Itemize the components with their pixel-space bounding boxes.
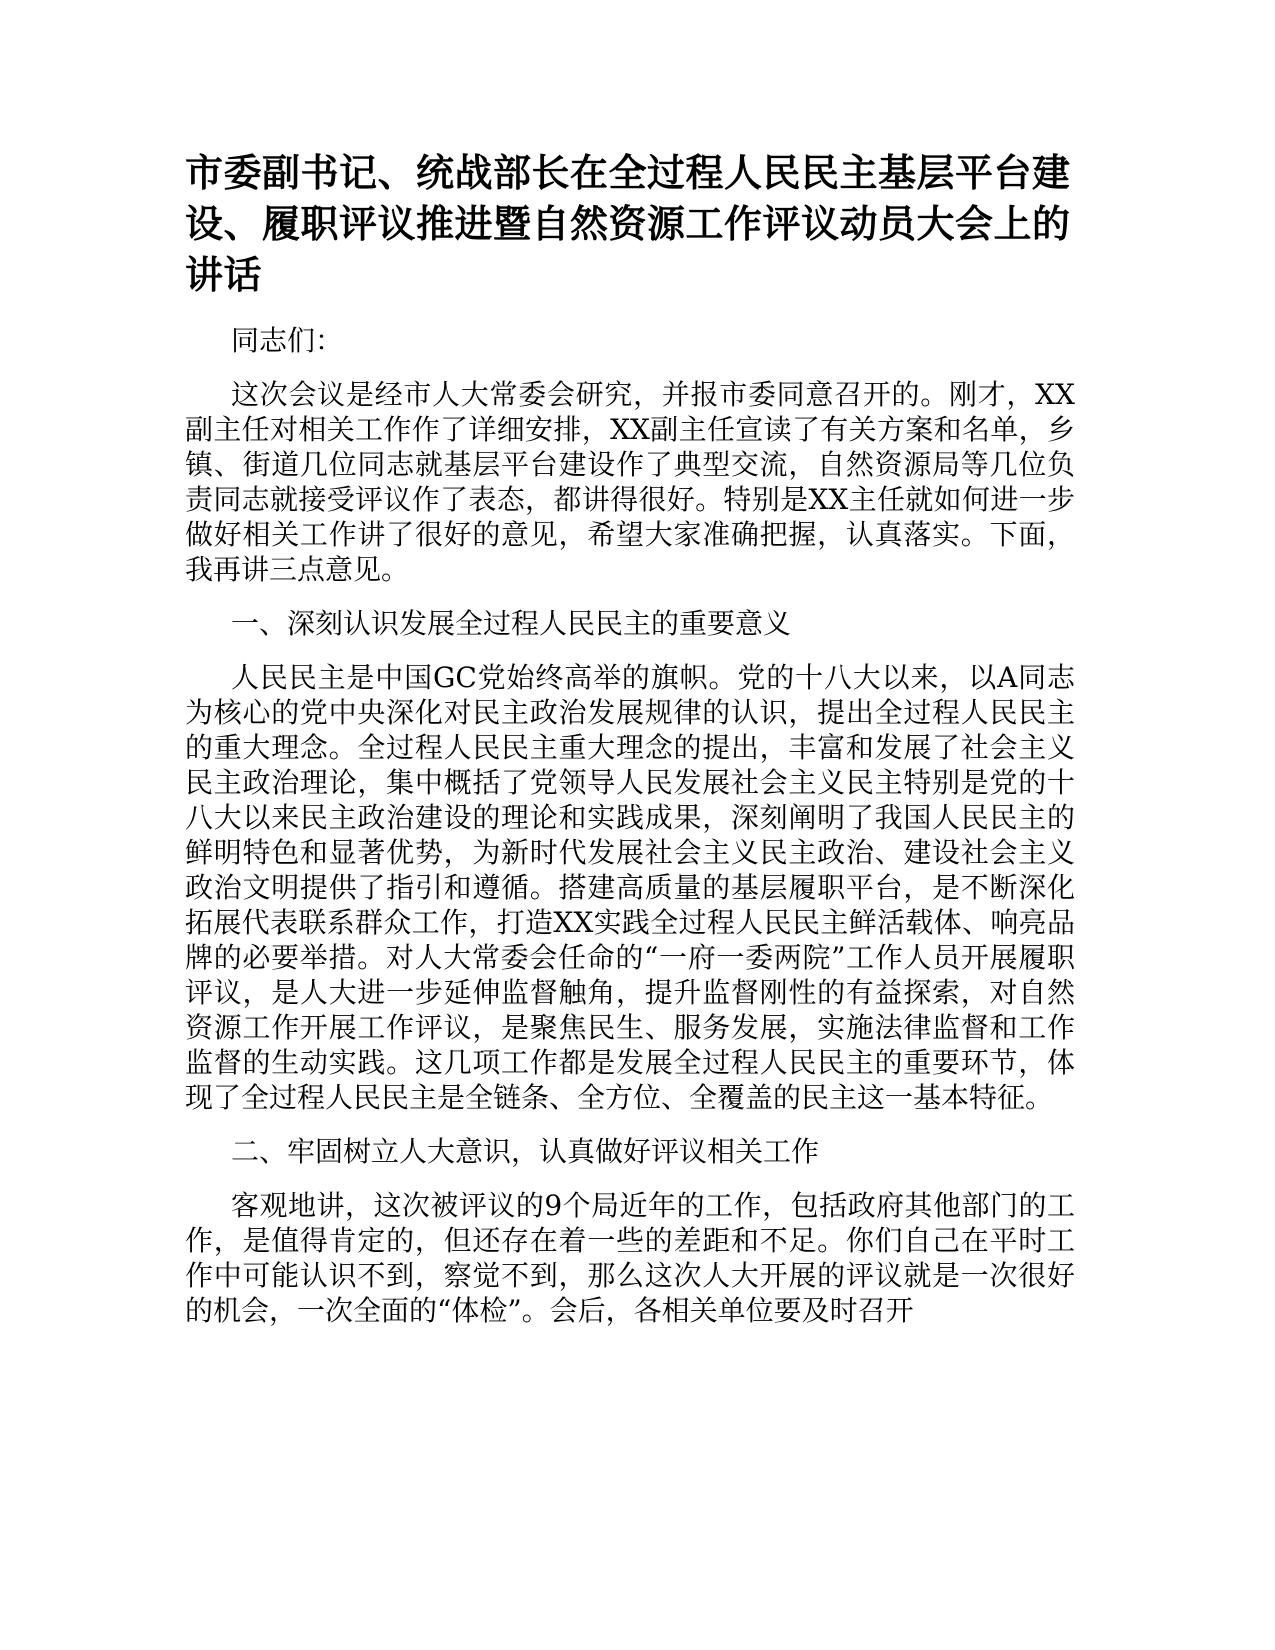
body-paragraph: 人民民主是中国GC党始终高举的旗帜。党的十八大以来，以A同志为核心的党中央深化对民主政治发展规律的认识，提出全过程人民民主的重大理念。全过程人民民主重大理念的提出，丰富和发展了社会主义民主政治理论，集中概括了党领导人民发展社会主义民主特别是党的十八大以来民主政治建设的理论和实践成果，深刻阐明了我国人民民主的鲜明特色和显著优势，为新时代发展社会主义民主政治、建设社会主义政治文明提供了指引和遵循。搭建高质量的基层履职平台，是不断深化拓展代表联系群众工作，打造XX实践全过程人民民主鲜活载体、响亮品牌的必要举措。对人大常委会任命的“一府一委两院”工作人员开展履职评议，是人大进一步延伸监督触角，提升监督刚性的有益探索，对自然资源工作开展工作评议，是聚焦民生、服务发展，实施法律监督和工作监督的生动实践。这几项工作都是发展全过程人民民主的重要环节，体现了全过程人民民主是全链条、全方位、全覆盖的民主这一基本特征。 xyxy=(185,661,1075,1114)
body-paragraph: 客观地讲，这次被评议的9个局近年的工作，包括政府其他部门的工作，是值得肯定的，但还存在着一些的差距和不足。你们自己在平时工作中可能认识不到，察觉不到，那么这次人大开展的评议就是一次很好的机会，一次全面的“体检”。会后，各相关单位要及时召开 xyxy=(185,1189,1075,1327)
section-heading-1: 一、深刻认识发展全过程人民民主的重要意义 xyxy=(231,607,792,640)
salutation: 同志们： xyxy=(231,324,344,357)
document-title: 市委副书记、统战部长在全过程人民民主基层平台建设、履职评议推进暨自然资源工作评议动员大会上的讲话 xyxy=(185,151,1071,297)
document-body xyxy=(185,148,1075,1347)
section-heading-2: 二、牢固树立人大意识，认真做好评议相关工作 xyxy=(231,1135,820,1168)
intro-paragraph: 这次会议是经市人大常委会研究，并报市委同意召开的。刚才，XX副主任对相关工作作了详细安排，XX副主任宣读了有关方案和名单，乡镇、街道几位同志就基层平台建设作了典型交流，自然资源局等几位负责同志就接受评议作了表态，都讲得很好。特别是XX主任就如何进一步做好相关工作讲了很好的意见，希望大家准确把握，认真落实。下面，我再讲三点意见。 xyxy=(185,378,1075,586)
